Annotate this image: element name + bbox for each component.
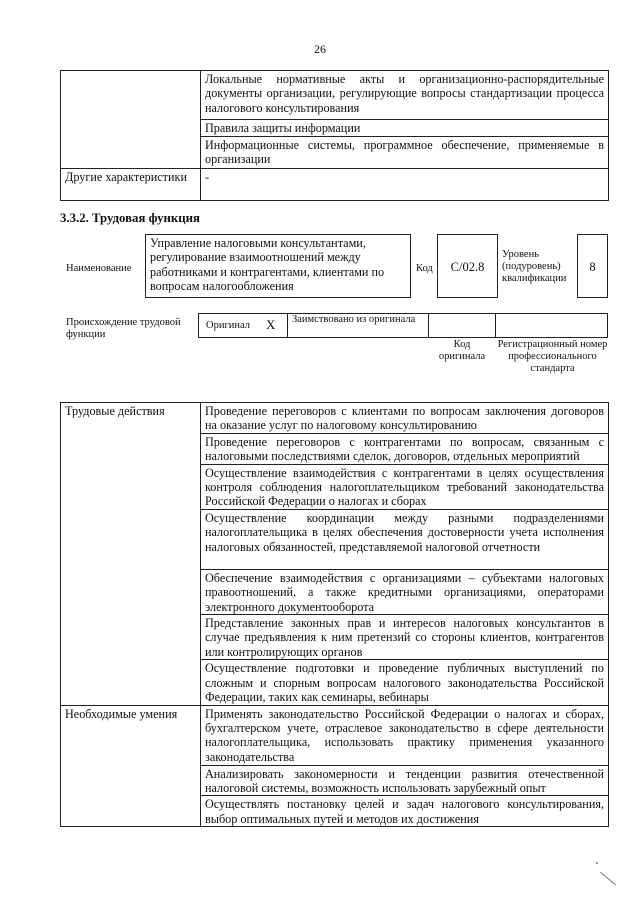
borrowed-label: Заимствовано из оригинала <box>292 314 416 325</box>
table-cell: Применять законодательство Российской Федерации о налогах и сборах, бухгалтерском учете, отраслевое законодательство в сфере деятельности налогоплательщика, использовать практику применения указанного законодательства <box>201 705 609 765</box>
table-cell: Осуществлять постановку целей и задач налогового консультирования, выбор оптимальных путей и методов их достижения <box>201 796 609 827</box>
reg-caption: Регистрационный номер профессионального стандарта <box>497 339 608 374</box>
row-label: Другие характеристики <box>61 169 201 201</box>
table-row <box>61 403 609 434</box>
row-label: Необходимые умения <box>61 705 201 827</box>
table-cell: Проведение переговоров с клиентами по вопросам заключения договоров на оказание услуг по налоговому консультированию <box>201 403 609 434</box>
table-cell: Анализировать закономерности и тенденции развития отечественной налоговой системы, возможность использовать зарубежный опыт <box>201 765 609 796</box>
table-cell: Представление законных прав и интересов налоговых консультантов в случае предъявления к ним претензий со стороны клиентов, контрагентов или контролирующих органов <box>201 615 609 660</box>
section-heading: 3.3.2. Трудовая функция <box>60 211 200 225</box>
function-name: Управление налоговыми консультантами, регулирование взаимоотношений между работниками и контрагентами, клиентами по вопросам налогообложения <box>145 234 411 298</box>
table-cell: Осуществление подготовки и проведение публичных выступлений по сложным и спорным вопросам налогового законодательства Российской Федерации, таких как семинары, вебинары <box>201 660 609 705</box>
divider <box>287 313 288 338</box>
row-label <box>61 71 201 169</box>
original-mark: X <box>266 317 276 332</box>
divider <box>495 313 496 338</box>
table-cell: - <box>201 169 609 201</box>
row-label: Трудовые действия <box>61 403 201 706</box>
table-row <box>61 71 609 120</box>
scan-dot <box>596 862 598 864</box>
table-row <box>61 705 609 765</box>
name-label: Наименование <box>66 263 132 274</box>
table-cell: Локальные нормативные акты и организационно-распорядительные документы организации, регулирующие вопросы стандартизации процесса налогового консультирования <box>201 71 609 120</box>
table-cell: Информационные системы, программное обеспечение, применяемые в организации <box>201 137 609 169</box>
origin-label: Происхождение трудовой функции <box>66 317 181 340</box>
scan-mark <box>600 872 616 886</box>
code-caption: Код оригинала <box>438 339 486 362</box>
table-cell: Осуществление координации между разными подразделениями налогоплательщика в целях обеспечения достоверности учета исполнения налоговых обязанностей, представляемой налоговой отчетности <box>201 509 609 569</box>
level-value: 8 <box>577 234 608 298</box>
table-cell: Проведение переговоров с контрагентами по вопросам, связанным с налоговыми последствиями сделок, договоров, отдельных мероприятий <box>201 433 609 464</box>
table-cell: Обеспечение взаимодействия с организациями – субъектами налоговых правоотношений, а также кредитными организациями, операторами электронного документооборота <box>201 569 609 614</box>
divider <box>428 313 429 338</box>
page-number: 26 <box>314 42 326 56</box>
level-label: Уровень (подуровень) квалификации <box>502 249 567 284</box>
code-label: Код <box>416 263 433 274</box>
table-row <box>61 169 609 201</box>
continuation-table <box>60 70 609 201</box>
original-label: Оригинал <box>206 320 250 331</box>
main-table <box>60 402 609 827</box>
function-code: C/02.8 <box>437 234 498 298</box>
table-cell: Правила защиты информации <box>201 120 609 137</box>
table-cell: Осуществление взаимодействия с контрагентами в целях осуществления контроля соблюдения налогоплательщиком требований законодательства Российской Федерации о налогах и сборах <box>201 464 609 509</box>
